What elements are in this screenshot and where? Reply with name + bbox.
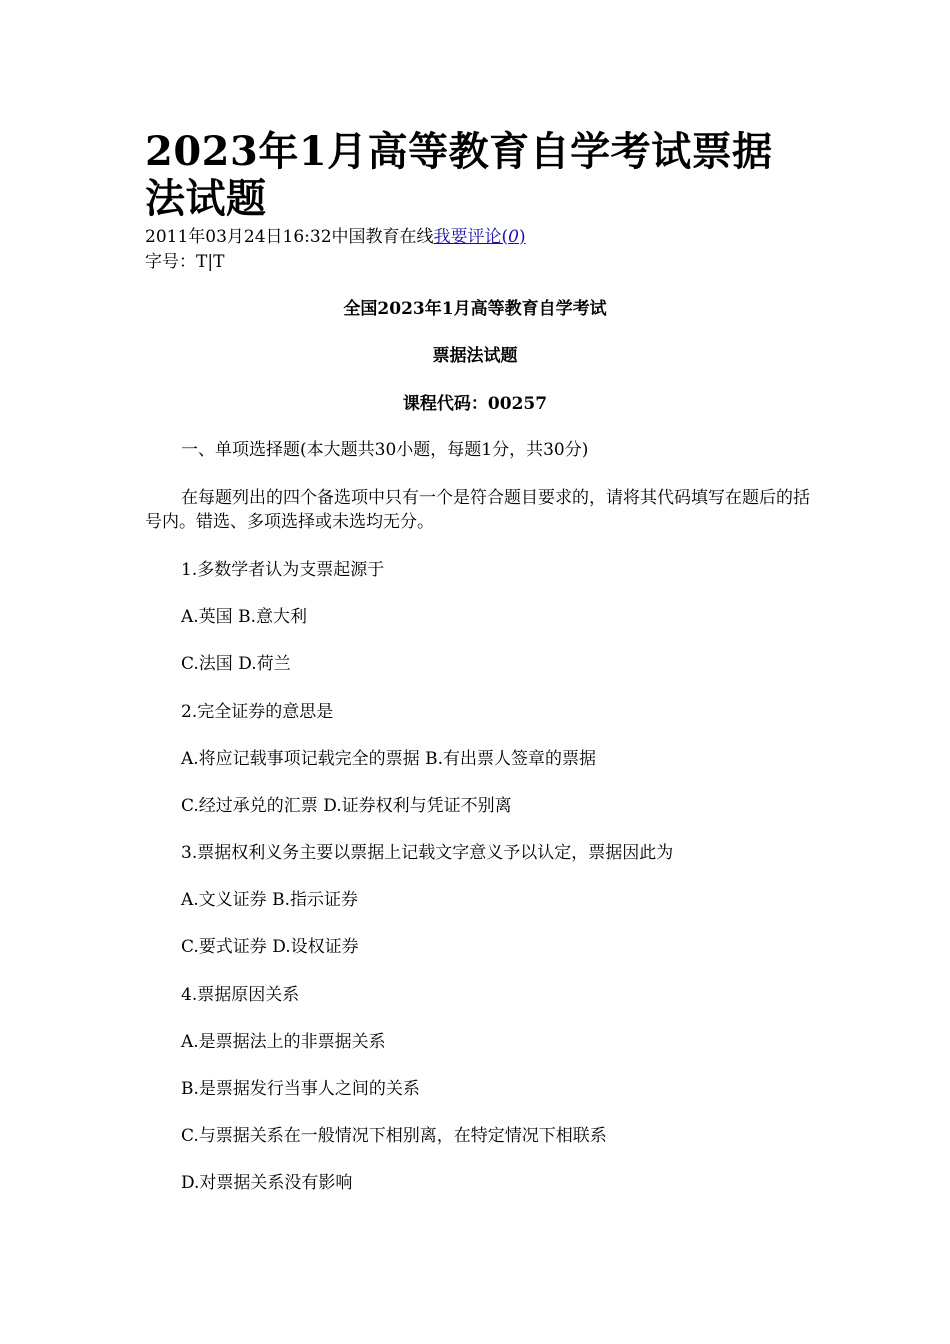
exam-header-line2: 票据法试题	[432, 346, 518, 366]
question-line: A.将应记载事项记载完全的票据 B.有出票人签章的票据	[181, 749, 596, 769]
section-instruction: 在每题列出的四个备选项中只有一个是符合题目要求的，请将其代码填写在题后的括号内。错选、多项选择或未选均无分。	[145, 488, 810, 532]
question-line: A.是票据法上的非票据关系	[181, 1032, 386, 1052]
course-code: 课程代码：00257	[402, 394, 548, 414]
comment-link[interactable]	[434, 227, 526, 247]
source-name: 中国教育在线	[331, 227, 434, 247]
page-title: 2023年1月高等教育自学考试票据法试题	[145, 128, 773, 222]
comment-link-close: )	[519, 227, 526, 247]
question-line: C.法国 D.荷兰	[181, 654, 291, 674]
question-line: 2.完全证券的意思是	[181, 702, 334, 722]
question-line: A.文义证券 B.指示证券	[181, 890, 358, 910]
question-line: 3.票据权利义务主要以票据上记载文字意义予以认定，票据因此为	[181, 843, 674, 863]
comment-count: 0	[508, 227, 519, 247]
question-line: C.要式证券 D.设权证券	[181, 937, 359, 957]
question-line: C.经过承兑的汇票 D.证券权利与凭证不别离	[181, 796, 512, 816]
question-line: D.对票据关系没有影响	[181, 1173, 353, 1193]
article-meta	[145, 226, 526, 248]
font-size-control[interactable]: 字号：T|T	[145, 252, 225, 272]
comment-link-label: 我要评论(	[433, 227, 509, 247]
section-heading: 一、单项选择题(本大题共30小题，每题1分，共30分)	[181, 440, 589, 460]
question-line: 4.票据原因关系	[181, 985, 300, 1005]
question-line: 1.多数学者认为支票起源于	[181, 560, 385, 580]
exam-header-line1: 全国2023年1月高等教育自学考试	[343, 299, 607, 319]
question-line: C.与票据关系在一般情况下相别离，在特定情况下相联系	[181, 1126, 607, 1146]
question-line: B.是票据发行当事人之间的关系	[181, 1079, 420, 1099]
publish-date: 2011年03月24日16:32	[145, 227, 332, 247]
question-line: A.英国 B.意大利	[181, 607, 307, 627]
